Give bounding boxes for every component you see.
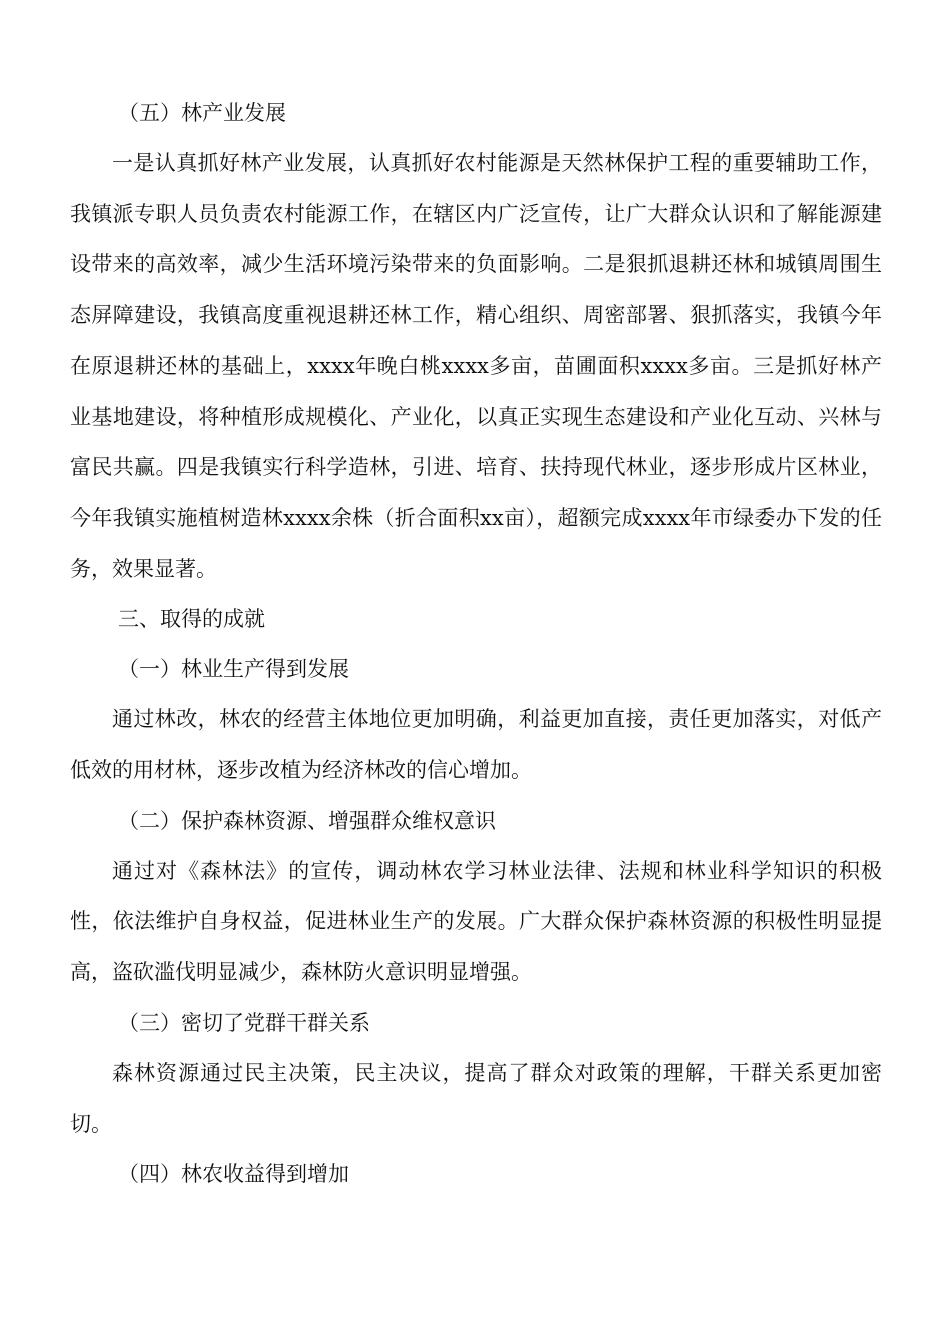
paragraph-protect-resources: 通过对《森林法》的宣传，调动林农学习林业法律、法规和林业科学知识的积极性，依法维护自身权益，促进林业生产的发展。广大群众保护森林资源的积极性明显提高，盗砍滥伐明显减少，森林防火意识明显增强。 — [70, 858, 882, 985]
subheading-protect-resources: （二）保护森林资源、增强群众维权意识 — [118, 808, 496, 833]
subheading-party-relations: （三）密切了党群干群关系 — [118, 1010, 370, 1035]
paragraph-party-relations: 森林资源通过民主决策，民主决议，提高了群众对政策的理解，干群关系更加密切。 — [70, 1060, 882, 1136]
section-heading-achievements: 三、取得的成就 — [118, 607, 265, 632]
subheading-forest-industry: （五）林产业发展 — [118, 101, 286, 125]
document-page — [70, 88, 882, 1199]
paragraph-forestry-production: 通过林改，林农的经营主体地位更加明确，利益更加直接，责任更加落实，对低产低效的用材林，逐步改植为经济林改的信心增加。 — [70, 707, 882, 783]
paragraph-forest-industry: 一是认真抓好林产业发展，认真抓好农村能源是天然林保护工程的重要辅助工作，我镇派专职人员负责农村能源工作，在辖区内广泛宣传，让广大群众认识和了解能源建设带来的高效率，减少生活环境污染带来的负面影响。二是狠抓退耕还林和城镇周围生态屏障建设，我镇高度重视退耕还林工作，精心组织、周密部署、狠抓落实，我镇今年在原退耕还林的基础上，xxxx年晚白桃xxxx多亩，苗圃面积xxxx多亩。三是抓好林产业基地建设，将种植形成规模化、产业化，以真正实现生态建设和产业化互动、兴林与富民共赢。四是我镇实行科学造林，引进、培育、扶持现代林业，逐步形成片区林业，今年我镇实施植树造林xxxx余株（折合面积xx亩），超额完成xxxx年市绿委办下发的任务，效果显著。 — [70, 151, 882, 581]
subheading-farmer-income: （四）林农收益得到增加 — [118, 1162, 349, 1187]
subheading-forestry-production: （一）林业生产得到发展 — [118, 657, 349, 682]
